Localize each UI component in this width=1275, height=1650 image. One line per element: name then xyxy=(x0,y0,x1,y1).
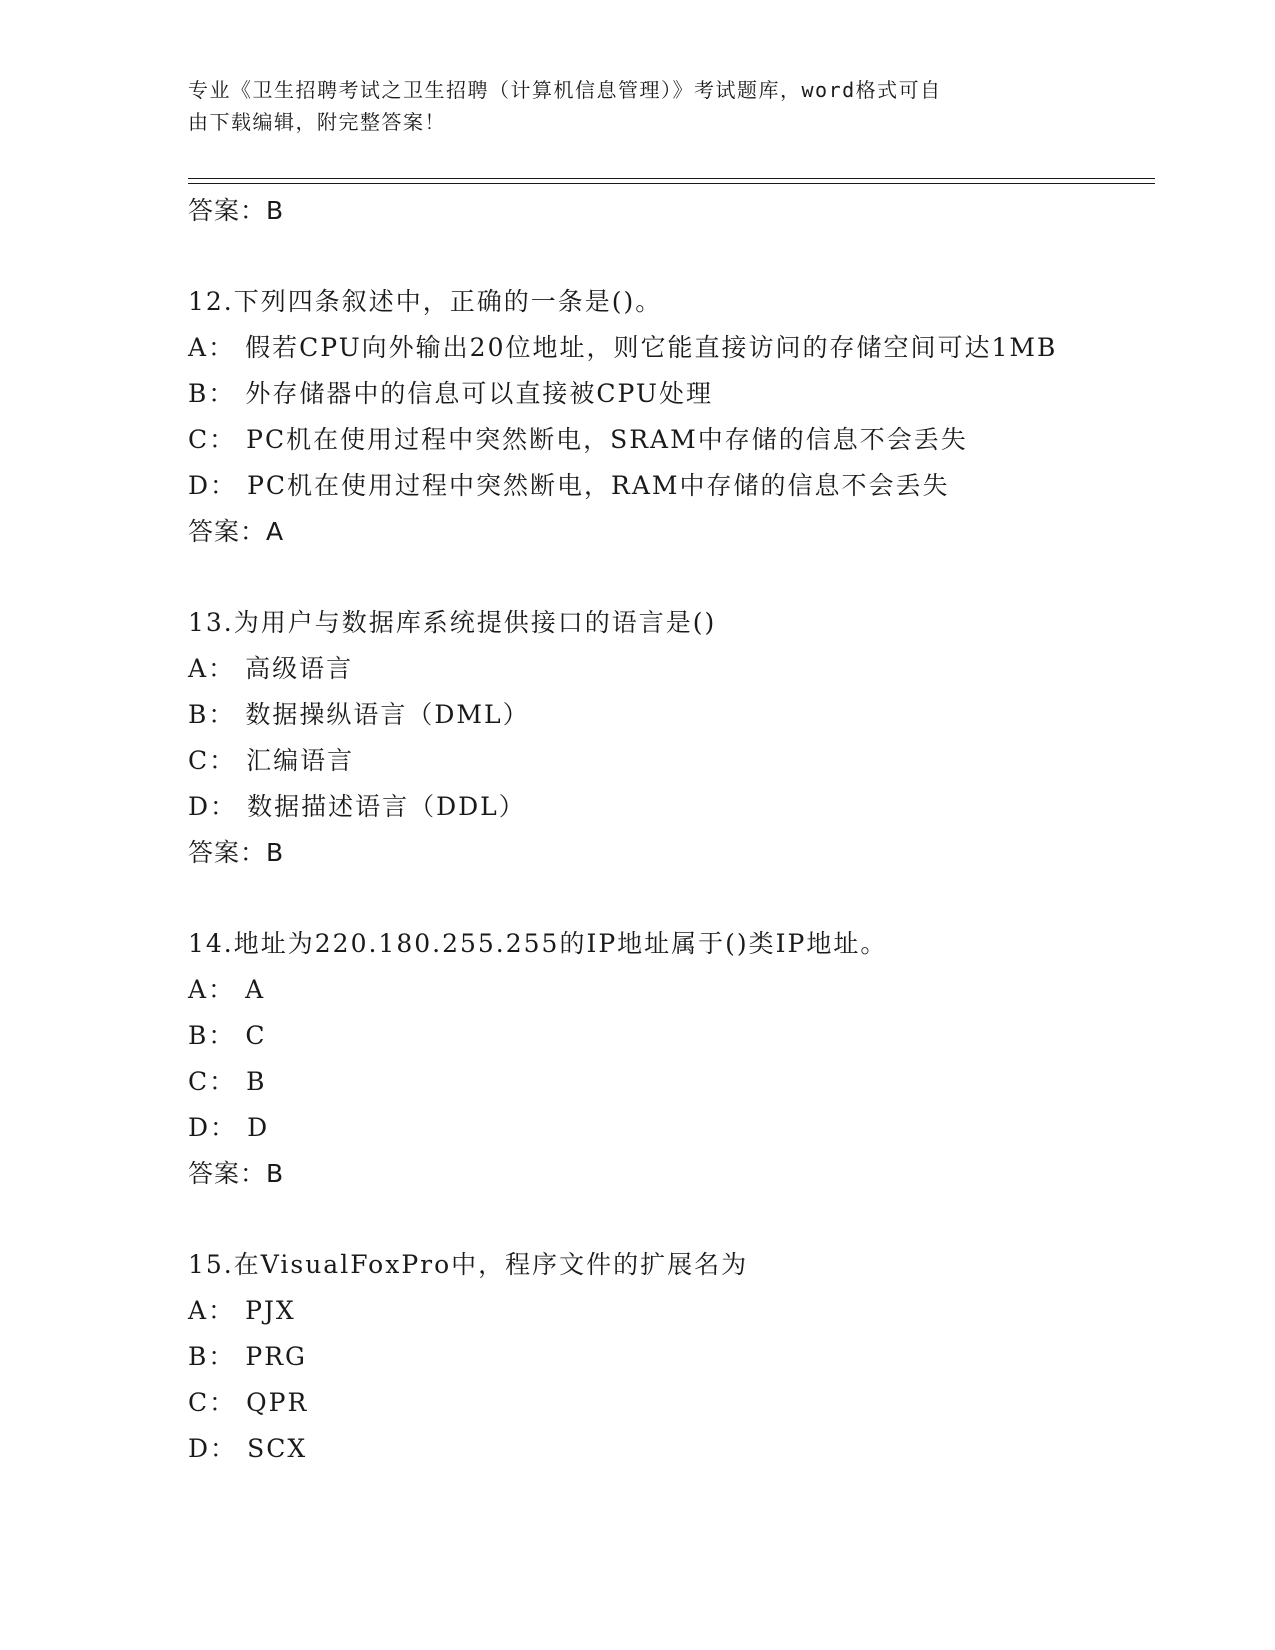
question-block xyxy=(188,600,1188,921)
option-separator: ： xyxy=(209,425,237,454)
option-a xyxy=(188,646,1188,692)
option-d xyxy=(188,784,1188,830)
answer-line: 答案：B xyxy=(188,196,285,225)
option-letter: B xyxy=(188,700,209,729)
option-c xyxy=(188,417,1188,463)
option-b xyxy=(188,1334,1188,1380)
option-d xyxy=(188,1105,1188,1151)
question-block xyxy=(188,1242,1188,1472)
option-text: PJX xyxy=(245,1296,296,1325)
option-b xyxy=(188,371,1188,417)
option-text: PRG xyxy=(245,1342,308,1371)
option-letter: D xyxy=(188,1113,211,1142)
option-separator: ： xyxy=(208,1342,236,1371)
spacer xyxy=(188,876,1188,921)
header-line-1: 专业《卫生招聘考试之卫生招聘（计算机信息管理）》考试题库，word格式可自 xyxy=(188,78,942,102)
answer-line: 答案：B xyxy=(188,1159,285,1188)
option-separator: ： xyxy=(210,1434,238,1463)
option-separator: ： xyxy=(208,654,236,683)
option-text: D xyxy=(247,1113,270,1142)
option-separator: ： xyxy=(208,975,236,1004)
question-block xyxy=(188,279,1188,600)
spacer xyxy=(188,1197,1188,1242)
question-text: 15.在VisualFoxPro中，程序文件的扩展名为 xyxy=(188,1250,749,1279)
option-text: PC机在使用过程中突然断电，RAM中存储的信息不会丢失 xyxy=(247,471,950,500)
option-separator: ： xyxy=(210,471,238,500)
option-text: 数据操纵语言（DML） xyxy=(245,700,530,729)
option-b xyxy=(188,1013,1188,1059)
option-text: 外存储器中的信息可以直接被CPU处理 xyxy=(245,379,713,408)
option-letter: B xyxy=(188,379,209,408)
option-separator: ： xyxy=(210,1113,238,1142)
option-text: 数据描述语言（DDL） xyxy=(247,792,526,821)
option-c xyxy=(188,1380,1188,1426)
question-list xyxy=(188,188,1188,1472)
option-separator: ： xyxy=(209,746,237,775)
option-letter: A xyxy=(188,333,209,362)
option-letter: D xyxy=(188,792,211,821)
option-text: C xyxy=(245,1021,267,1050)
option-d xyxy=(188,463,1188,509)
option-separator: ： xyxy=(209,1067,237,1096)
question-block xyxy=(188,921,1188,1242)
option-letter: C xyxy=(188,1067,210,1096)
option-separator: ： xyxy=(208,1296,236,1325)
header-line-2: 由下载编辑，附完整答案！ xyxy=(188,110,446,134)
option-a xyxy=(188,967,1188,1013)
option-separator: ： xyxy=(208,700,236,729)
option-letter: A xyxy=(188,975,209,1004)
spacer xyxy=(188,555,1188,600)
option-a xyxy=(188,1288,1188,1334)
option-a xyxy=(188,325,1188,371)
option-text: 汇编语言 xyxy=(246,746,355,775)
question-text: 14.地址为220.180.255.255的IP地址属于()类IP地址。 xyxy=(188,929,888,958)
option-letter: B xyxy=(188,1021,209,1050)
option-letter: C xyxy=(188,425,210,454)
spacer xyxy=(188,234,1188,279)
header-divider-bottom xyxy=(188,183,1155,184)
option-b xyxy=(188,692,1188,738)
option-separator: ： xyxy=(210,792,238,821)
option-text: B xyxy=(246,1067,267,1096)
answer-line: 答案：B xyxy=(188,838,285,867)
option-text: 高级语言 xyxy=(245,654,354,683)
option-letter: D xyxy=(188,471,211,500)
option-c xyxy=(188,1059,1188,1105)
option-d xyxy=(188,1426,1188,1472)
option-text: 假若CPU向外输出20位地址，则它能直接访问的存储空间可达1MB xyxy=(245,333,1058,362)
option-text: SCX xyxy=(247,1434,308,1463)
option-separator: ： xyxy=(208,333,236,362)
option-text: A xyxy=(245,975,266,1004)
option-letter: A xyxy=(188,1296,209,1325)
answer-line: 答案：A xyxy=(188,517,285,546)
document-header xyxy=(188,74,1068,138)
question-text: 12.下列四条叙述中，正确的一条是()。 xyxy=(188,287,663,316)
header-divider-top xyxy=(188,178,1155,179)
option-letter: C xyxy=(188,746,210,775)
option-text: PC机在使用过程中突然断电，SRAM中存储的信息不会丢失 xyxy=(246,425,968,454)
option-letter: A xyxy=(188,654,209,683)
question-text: 13.为用户与数据库系统提供接口的语言是() xyxy=(188,608,717,637)
option-separator: ： xyxy=(209,1388,237,1417)
option-c xyxy=(188,738,1188,784)
option-letter: C xyxy=(188,1388,210,1417)
option-text: QPR xyxy=(246,1388,309,1417)
option-separator: ： xyxy=(208,1021,236,1050)
option-separator: ： xyxy=(208,379,236,408)
option-letter: B xyxy=(188,1342,209,1371)
option-letter: D xyxy=(188,1434,211,1463)
